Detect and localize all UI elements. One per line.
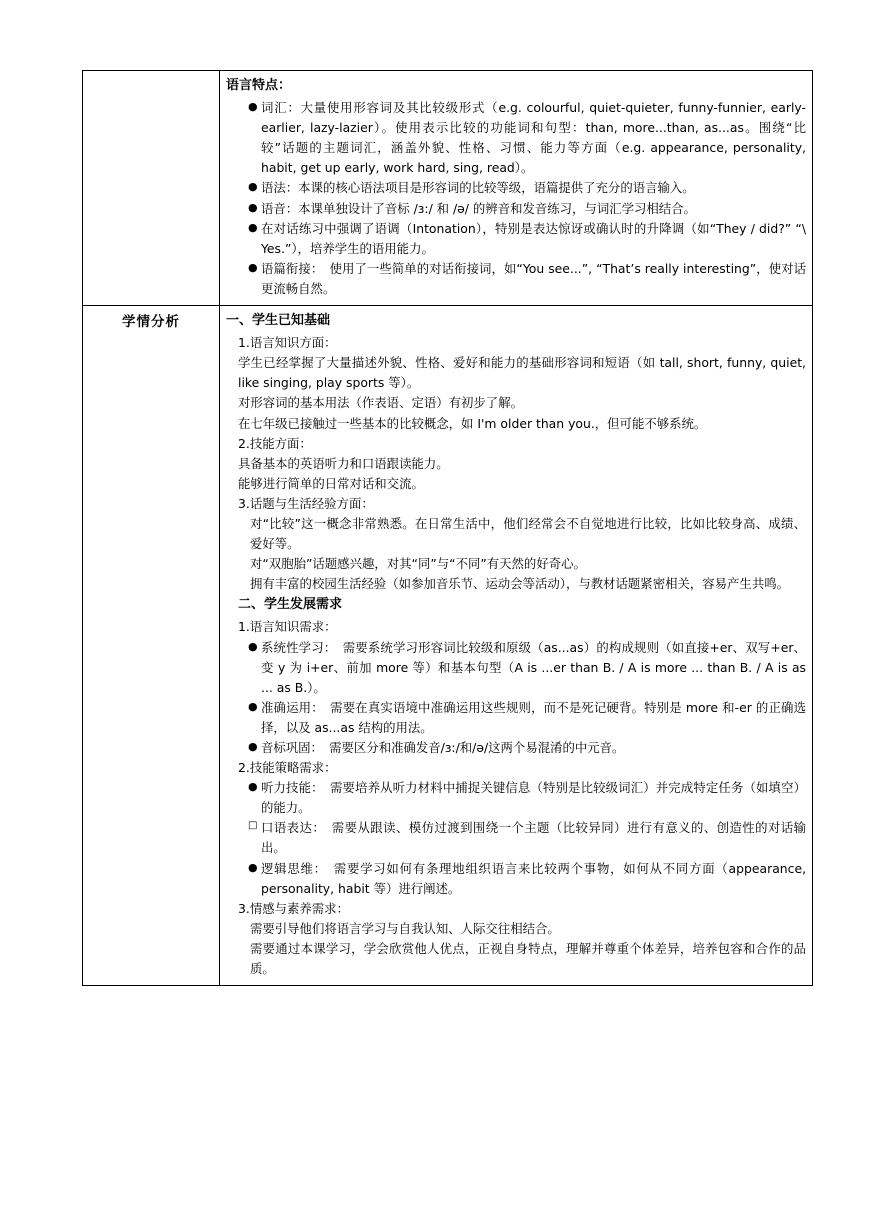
- bullet-systematic-learning-text: [261, 638, 806, 698]
- bullet-accurate-use: [226, 698, 806, 738]
- section1-p1: 学生已经掌握了大量描述外貌、性格、爱好和能力的基础形容词和短语（如 tall, short, funny, quiet, like singing, play sports 等）。: [238, 355, 806, 391]
- bullet-grammar-lead: 语法：: [261, 180, 299, 196]
- table-row-language-features: [83, 71, 813, 306]
- bullet-dot-icon: ●: [248, 100, 258, 114]
- bullet-logical-thinking: [226, 859, 806, 899]
- section2-p2: 需要通过本课学习，学会欣赏他人优点，正视自身特点，理解并尊重个体差异，培养包容和合作的品质。: [250, 940, 806, 977]
- bullet-intonation: [226, 219, 806, 259]
- bullet-cohesion-text: [261, 259, 806, 299]
- bullet-phonetics-consolidation-text: [261, 738, 806, 758]
- bullet-accurate-use-lead: 准确运用：: [261, 699, 318, 715]
- section1-p2: 对形容词的基本用法（作表语、定语）有初步了解。: [238, 395, 523, 411]
- section2-sub3: 3.情感与素养需求：: [238, 900, 349, 916]
- bullet-speaking-skill-lead: 口语表达：: [261, 820, 319, 836]
- bullet-pronunciation: [226, 199, 806, 219]
- section2-sub1: 1.语言知识需求：: [238, 619, 337, 635]
- bullet-square-icon: □: [248, 820, 258, 832]
- bullet-cohesion: [226, 259, 806, 299]
- section1-sub1: 1.语言知识方面：: [238, 335, 337, 351]
- bullet-cohesion-lead: 语篇衔接：: [261, 260, 318, 276]
- bullet-accurate-use-body: 需要在真实语境中准确运用这些规则，而不是死记硬背。特别是 more 和-er 的正确选择，以及 as...as 结构的用法。: [261, 699, 806, 735]
- bullet-logical-thinking-body: 需要学习如何有条理地组织语言来比较两个事物，如何从不同方面（appearance, personality, habit 等）进行阐述。: [261, 860, 807, 896]
- row-label-student-analysis: [83, 306, 220, 986]
- section1-p6: 对“比较”这一概念非常熟悉。在日常生活中，他们经常会不自觉地进行比较，比如比较身高、成绩、爱好等。: [250, 515, 806, 552]
- bullet-listening-skill-text: [261, 778, 806, 818]
- bullet-phonetics-consolidation-lead: 音标巩固：: [261, 740, 317, 755]
- bullet-speaking-skill-text: [261, 818, 806, 858]
- bullet-dot-icon: ●: [248, 780, 258, 794]
- bullet-dot-icon: ●: [248, 639, 258, 653]
- bullet-pronunciation-body: 本课单独设计了音标 /ɜ:/ 和 /ə/ 的辨音和发音练习，与词汇学习相结合。: [298, 200, 696, 216]
- bullet-listening-skill-body: 需要培养从听力材料中捕捉关键信息（特别是比较级词汇）并完成特定任务（如填空）的能力。: [261, 780, 806, 816]
- section2-sub2: 2.技能策略需求：: [238, 760, 337, 776]
- bullet-phonetics-consolidation: [226, 738, 806, 758]
- bullet-accurate-use-text: [261, 698, 806, 738]
- bullet-dot-icon: ●: [248, 699, 258, 713]
- section2-p1: 需要引导他们将语言学习与自我认知、人际交往相结合。: [250, 920, 560, 936]
- bullet-systematic-learning-body: 需要系统学习形容词比较级和原级（as...as）的构成规则（如直接+er、双写+er、变 y 为 i+er、前加 more 等）和基本句型（A is ...er than B. / A is more ... than B. / A is as ... as B.）。: [261, 639, 806, 695]
- bullet-systematic-learning-lead: 系统性学习：: [261, 639, 331, 655]
- bullet-systematic-learning: [226, 638, 806, 698]
- bullet-pronunciation-lead: 语音：: [261, 200, 299, 216]
- bullet-grammar: [226, 178, 806, 198]
- bullet-cohesion-body: 使用了一些简单的对话衔接词，如“You see...”, “That’s really interesting”，使对话更流畅自然。: [261, 260, 806, 296]
- bullet-grammar-text: [261, 178, 806, 198]
- bullet-vocabulary-text: [261, 98, 806, 178]
- bullet-dot-icon: ●: [248, 220, 258, 234]
- section2-heading: 二、学生发展需求: [238, 597, 343, 613]
- lesson-plan-table: [82, 70, 813, 986]
- bullet-vocabulary-lead: 词汇：: [261, 100, 301, 116]
- bullet-phonetics-consolidation-body: 需要区分和准确发音/ɜ:/和/ə/这两个易混淆的中元音。: [329, 740, 625, 755]
- bullet-intonation-text: 在对话练习中强调了语调（Intonation），特别是表达惊讶或确认时的升降调（如“They / did?” “\ Yes.”），培养学生的语用能力。: [261, 220, 806, 256]
- bullet-speaking-skill-body: 需要从跟读、模仿过渡到围绕一个主题（比较异同）进行有意义的、创造性的对话输出。: [261, 820, 807, 856]
- section1-p8: 拥有丰富的校园生活经验（如参加音乐节、运动会等活动），与教材话题紧密相关，容易产生共鸣。: [250, 576, 789, 592]
- section1-heading: 一、学生已知基础: [226, 313, 331, 329]
- language-features-cell: [220, 71, 813, 306]
- section1-p3: 在七年级已接触过一些基本的比较概念，如 I'm older than you.，但可能不够系统。: [238, 415, 707, 431]
- bullet-dot-icon: ●: [248, 260, 258, 274]
- bullet-logical-thinking-lead: 逻辑思维：: [261, 860, 321, 876]
- section1-sub3: 3.话题与生活经验方面：: [238, 495, 374, 511]
- bullet-speaking-skill: [226, 818, 806, 858]
- bullet-dot-icon: ●: [248, 740, 258, 753]
- section1-p5: 能够进行简单的日常对话和交流。: [238, 475, 424, 491]
- bullet-listening-skill-lead: 听力技能：: [261, 780, 318, 796]
- bullet-vocabulary: [226, 98, 806, 178]
- student-analysis-cell: [220, 306, 813, 986]
- row-label-text: 学情分析: [122, 314, 180, 331]
- bullet-pronunciation-text: [261, 199, 806, 219]
- language-features-title: 语言特点：: [226, 78, 292, 93]
- bullet-grammar-body: 本课的核心语法项目是形容词的比较等级，语篇提供了充分的语言输入。: [298, 180, 695, 196]
- section1-p7: 对“双胞胎”话题感兴趣，对其“同”与“不同”有天然的好奇心。: [250, 556, 586, 572]
- bullet-dot-icon: ●: [248, 180, 258, 194]
- bullet-vocabulary-body: 大量使用形容词及其比较级形式（e.g. colourful, quiet-quieter, funny-funnier, early-earlier, lazy-lazier）。使用表示比较的功能词和句型：than, more...than, as...as。围绕“比较”话题的主题词汇，涵盖外貌、性格、习惯、能力等方面（e.g. appearance, personality, habit, get up early, work hard, sing, read）。: [261, 100, 807, 176]
- table-row-student-analysis: [83, 306, 813, 986]
- section1-sub2: 2.技能方面：: [238, 435, 312, 451]
- row-label-empty: [83, 71, 220, 306]
- bullet-dot-icon: ●: [248, 200, 258, 214]
- bullet-listening-skill: [226, 778, 806, 818]
- section1-p4: 具备基本的英语听力和口语跟读能力。: [238, 455, 449, 471]
- bullet-dot-icon: ●: [248, 860, 258, 874]
- bullet-logical-thinking-text: [261, 859, 806, 899]
